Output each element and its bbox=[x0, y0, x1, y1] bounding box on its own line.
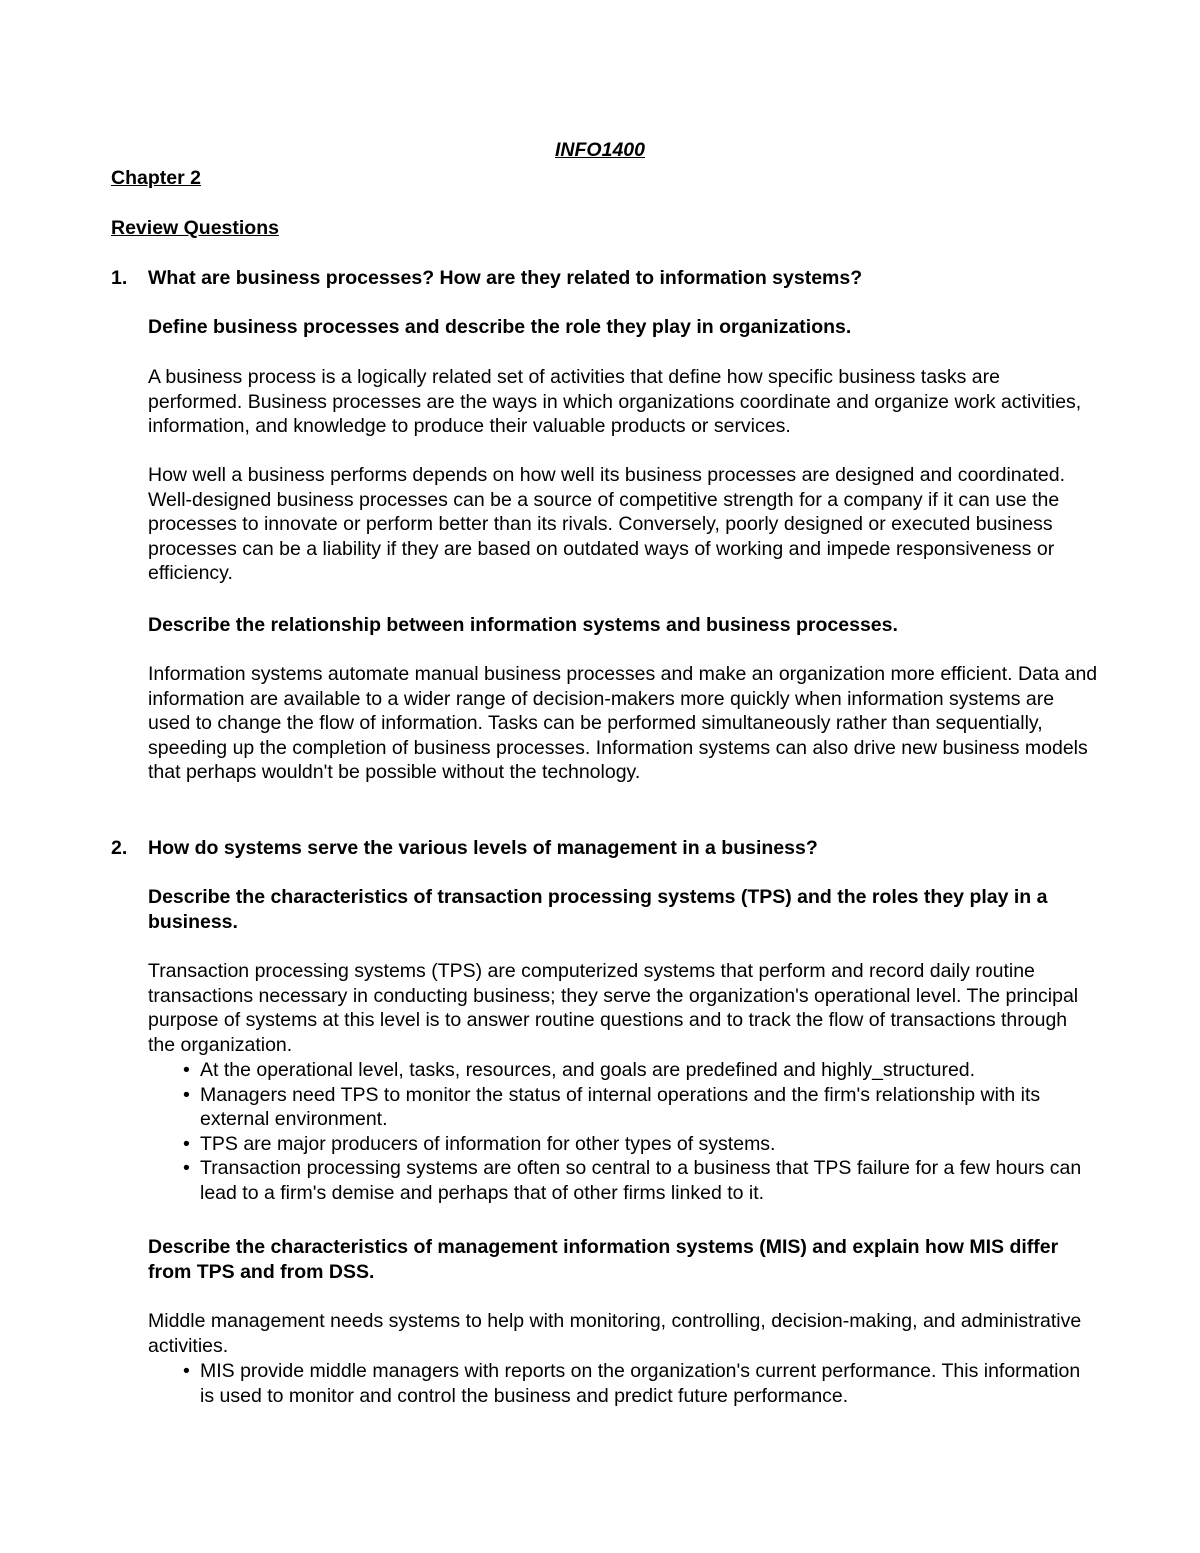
q1-sub1-paragraph-2: How well a business performs depends on how well its business processes are designed and coordinated. Well-designed business processes can be a source of competitive strength for a company if it can use the processes to innovate or perform better than its rivals. Conversely, poorly designed or executed business processes can be a liability if they are based on outdated ways of working and impede responsiveness or efficiency. bbox=[148, 464, 1066, 585]
question-1-text: What are business processes? How are they related to information systems? bbox=[148, 267, 863, 289]
question-1 bbox=[111, 266, 1101, 291]
list-item-text: At the operational level, tasks, resources, and goals are predefined and highly_structured. bbox=[200, 1059, 976, 1081]
q1-sub2-paragraph-1: Information systems automate manual business processes and make an organization more efficient. Data and information are available to a wider range of decision-makers more quickly when information systems are used to change the flow of information. Tasks can be performed simultaneously rather than sequentially, speeding up the completion of business processes. Information systems can also drive new business models that perhaps wouldn't be possible without the technology. bbox=[148, 663, 1098, 784]
bullet-icon: • bbox=[183, 1059, 190, 1081]
bullet-icon: • bbox=[183, 1083, 190, 1106]
list-item bbox=[148, 1058, 1098, 1083]
list-item-text: MIS provide middle managers with reports on the organization's current performance. This information is used to monitor and control the business and predict future performance. bbox=[200, 1360, 1081, 1407]
q2-sub2-heading: Describe the characteristics of management information systems (MIS) and explain how MIS differ from TPS and from DSS. bbox=[148, 1236, 1059, 1283]
bullet-icon: • bbox=[183, 1360, 190, 1382]
question-2 bbox=[111, 836, 1101, 861]
q2-sub1-paragraph-1: Transaction processing systems (TPS) are computerized systems that perform and record daily routine transactions necessary in conducting business; they serve the organization's operational level. The principal purpose of systems at this level is to answer routine questions and to track the flow of transactions through the organization. bbox=[148, 960, 1079, 1056]
question-2-text: How do systems serve the various levels of management in a business? bbox=[148, 837, 818, 859]
list-item-text: Managers need TPS to monitor the status of internal operations and the firm's relationship with its external environment. bbox=[200, 1083, 1041, 1131]
tps-bullet-list bbox=[148, 1058, 1098, 1206]
q2-sub1-heading: Describe the characteristics of transaction processing systems (TPS) and the roles they play in a business. bbox=[148, 886, 1048, 933]
question-2-number: 2. bbox=[111, 837, 128, 859]
bullet-icon: • bbox=[183, 1132, 190, 1155]
mis-bullet-list bbox=[148, 1359, 1098, 1408]
list-item bbox=[148, 1359, 1098, 1408]
list-item-text: Transaction processing systems are often so central to a business that TPS failure for a few hours can lead to a firm's demise and perhaps that of other firms linked to it. bbox=[200, 1157, 1082, 1204]
q1-sub1-paragraph-1: A business process is a logically related set of activities that define how specific business tasks are performed. Business processes are the ways in which organizations coordinate and organize work activities, information, and knowledge to produce their valuable products or services. bbox=[148, 366, 1082, 438]
section-heading: Review Questions bbox=[111, 217, 279, 239]
bullet-icon: • bbox=[183, 1157, 190, 1180]
course-title: INFO1400 bbox=[555, 139, 645, 161]
q2-sub2-paragraph-1: Middle management needs systems to help with monitoring, controlling, decision-making, and administrative activities. bbox=[148, 1310, 1082, 1357]
q1-sub1-heading: Define business processes and describe the role they play in organizations. bbox=[148, 316, 852, 338]
list-item-text: TPS are major producers of information for other types of systems. bbox=[200, 1132, 776, 1155]
q1-sub2-heading: Describe the relationship between information systems and business processes. bbox=[148, 614, 898, 636]
list-item bbox=[148, 1156, 1098, 1205]
chapter-heading: Chapter 2 bbox=[111, 167, 201, 189]
question-1-number: 1. bbox=[111, 267, 128, 289]
list-item bbox=[148, 1083, 1098, 1132]
list-item bbox=[148, 1132, 1098, 1157]
